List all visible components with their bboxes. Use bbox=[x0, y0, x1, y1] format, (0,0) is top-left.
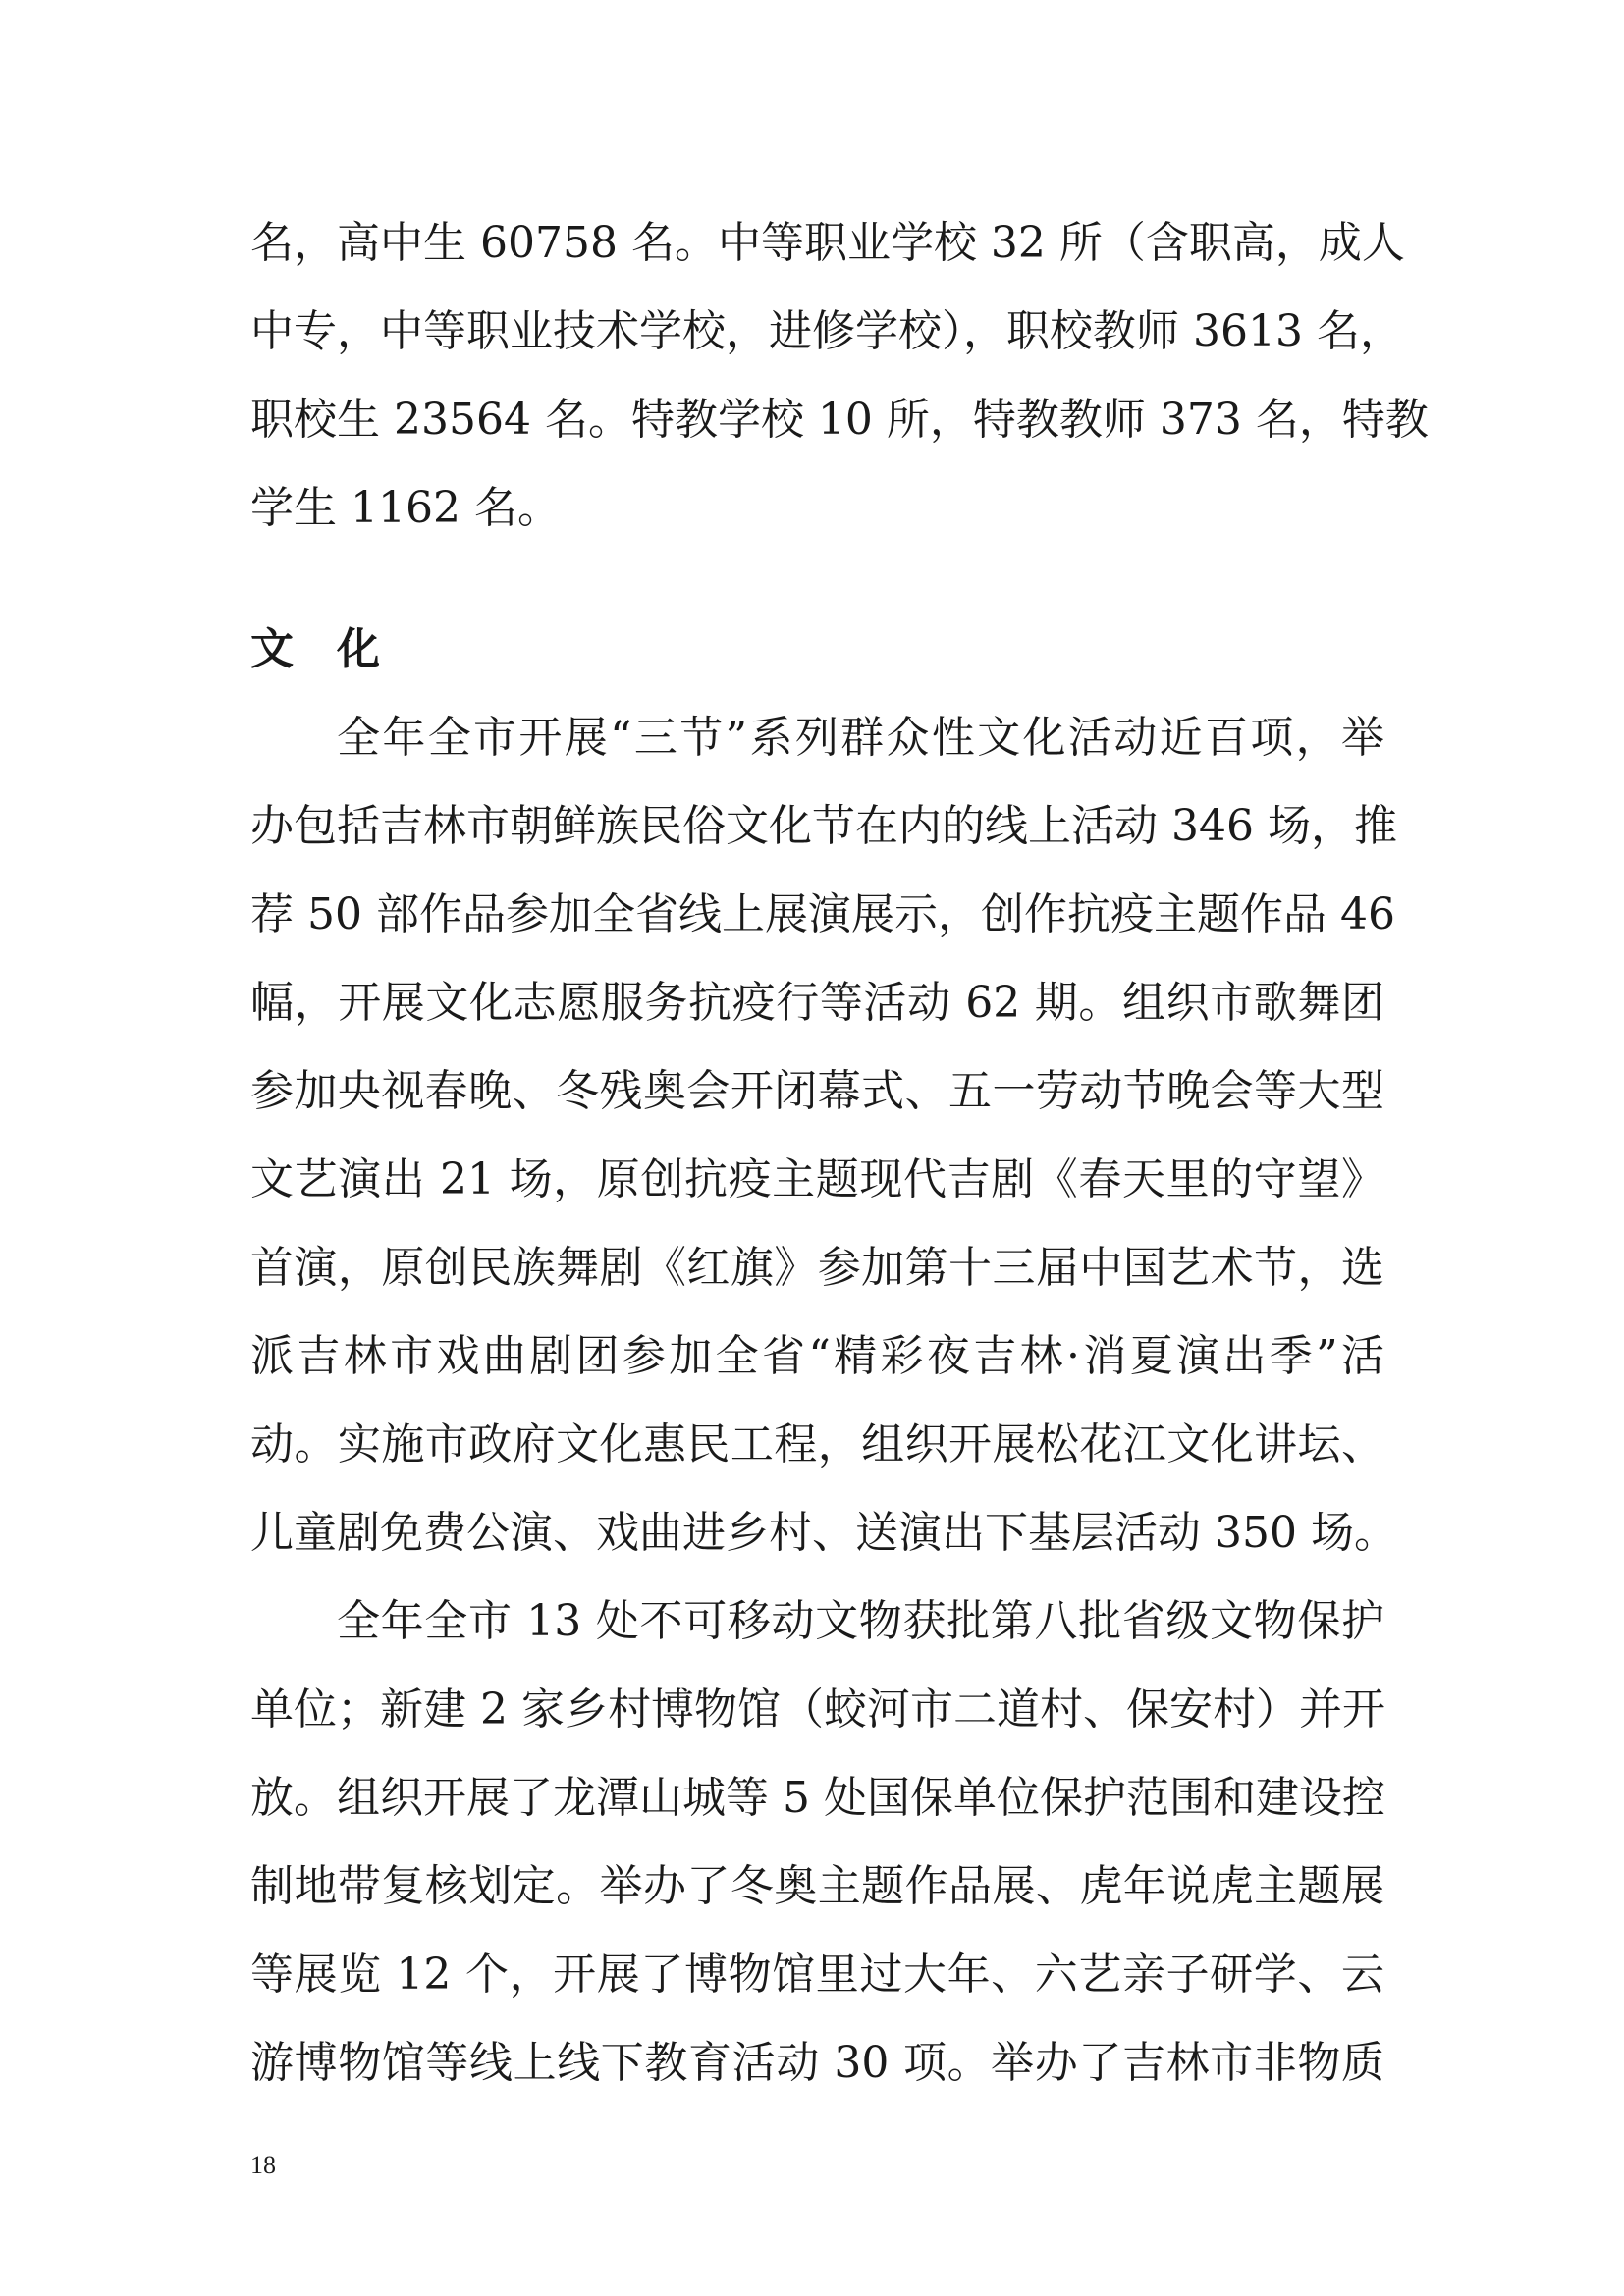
page-number: 18 bbox=[250, 2151, 276, 2179]
text-line: 文艺演出 21 场，原创抗疫主题现代吉剧《春天里的守望》 bbox=[250, 1154, 1384, 1204]
section-heading-culture: 文化 bbox=[250, 624, 423, 674]
text-line: 幅，开展文化志愿服务抗疫行等活动 62 期。组织市歌舞团 bbox=[250, 978, 1384, 1028]
text-line: 动。实施市政府文化惠民工程，组织开展松花江文化讲坛、 bbox=[250, 1419, 1384, 1469]
paragraph-cultural-relics bbox=[250, 1577, 1384, 2108]
text-line: 派吉林市戏曲剧团参加全省“精彩夜吉林·消夏演出季”活 bbox=[250, 1331, 1384, 1381]
paragraph-cultural-activities bbox=[250, 694, 1397, 1577]
text-line: 游博物馆等线上线下教育活动 30 项。举办了吉林市非物质 bbox=[250, 2038, 1384, 2088]
text-line: 全年全市 13 处不可移动文物获批第八批省级文物保护 bbox=[337, 1596, 1384, 1646]
text-line: 放。组织开展了龙潭山城等 5 处国保单位保护范围和建设控 bbox=[250, 1773, 1385, 1823]
text-line: 学生 1162 名。 bbox=[250, 483, 561, 533]
text-line: 中专，中等职业技术学校，进修学校），职校教师 3613 名， bbox=[250, 306, 1403, 356]
text-line: 制地带复核划定。举办了冬奥主题作品展、虎年说虎主题展 bbox=[250, 1861, 1384, 1911]
text-line: 名，高中生 60758 名。中等职业学校 32 所（含职高，成人 bbox=[250, 218, 1405, 268]
text-line: 参加央视春晚、冬残奥会开闭幕式、五一劳动节晚会等大型 bbox=[250, 1066, 1384, 1116]
text-line: 儿童剧免费公演、戏曲进乡村、送演出下基层活动 350 场。 bbox=[250, 1508, 1397, 1558]
text-line: 单位；新建 2 家乡村博物馆（蛟河市二道村、保安村）并开 bbox=[250, 1684, 1385, 1735]
text-line: 职校生 23564 名。特教学校 10 所，特教教师 373 名，特教 bbox=[250, 395, 1429, 445]
text-line: 全年全市开展“三节”系列群众性文化活动近百项，举 bbox=[337, 713, 1384, 763]
text-line: 首演，原创民族舞剧《红旗》参加第十三届中国艺术节，选 bbox=[250, 1243, 1384, 1293]
paragraph-education-continued bbox=[250, 199, 1429, 553]
text-line: 等展览 12 个，开展了博物馆里过大年、六艺亲子研学、云 bbox=[250, 1949, 1384, 2000]
text-line: 办包括吉林市朝鲜族民俗文化节在内的线上活动 346 场，推 bbox=[250, 801, 1397, 851]
text-line: 荐 50 部作品参加全省线上展演展示，创作抗疫主题作品 46 bbox=[250, 889, 1395, 939]
